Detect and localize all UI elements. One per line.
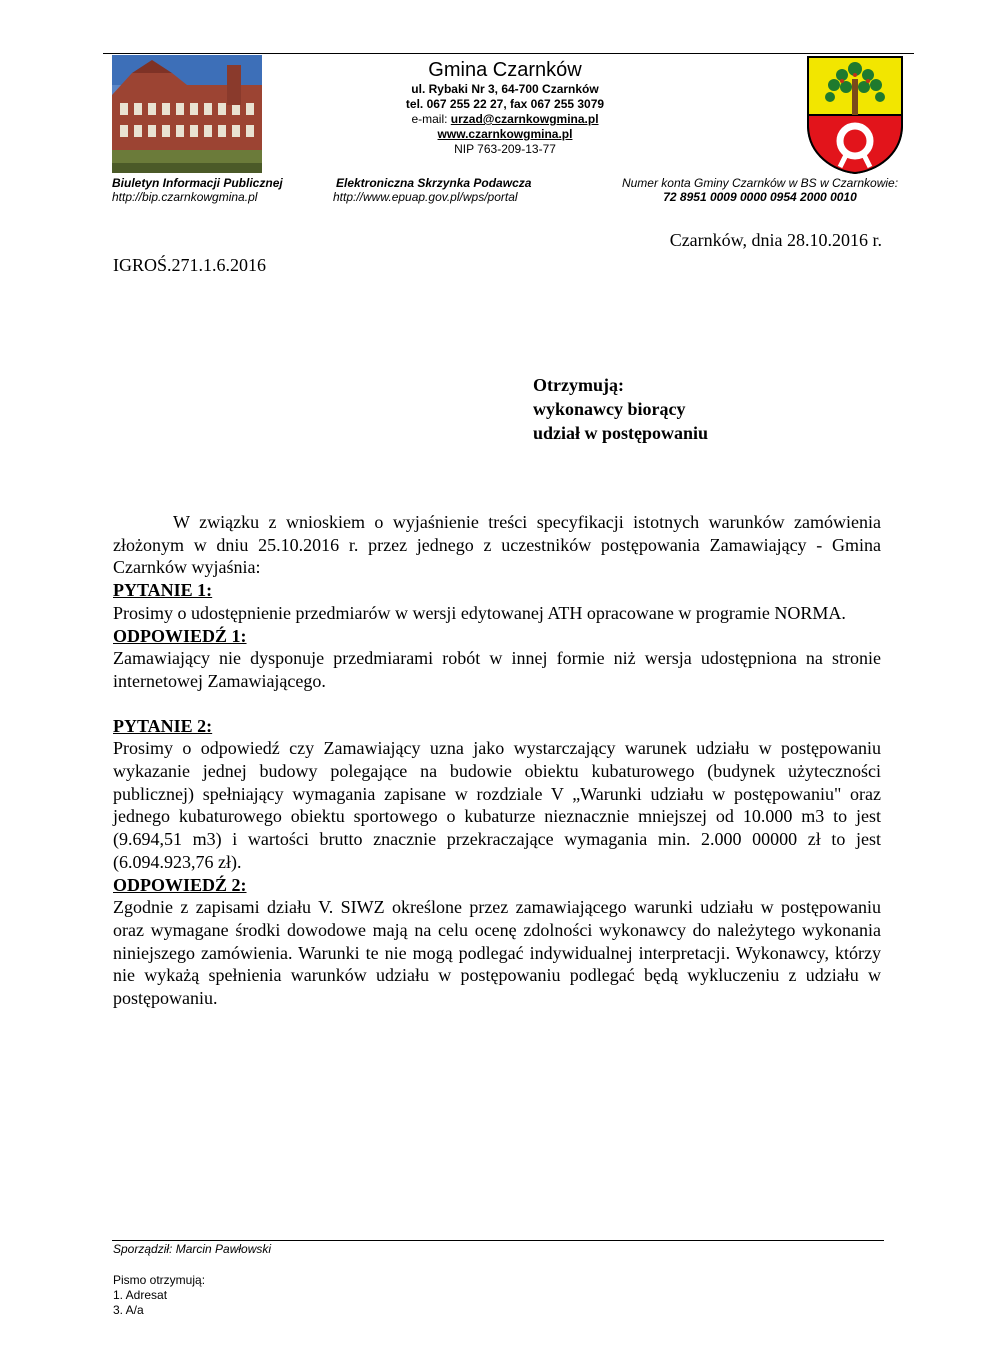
bip-block <box>112 176 283 204</box>
letter-body <box>113 511 881 1010</box>
distribution-block <box>113 1273 205 1318</box>
town-hall-photo <box>112 55 262 173</box>
org-website-line <box>330 127 680 142</box>
org-phone-fax: tel. 067 255 22 27, fax 067 255 3079 <box>405 97 605 111</box>
coat-of-arms-icon <box>806 55 904 175</box>
account-label: Numer konta Gminy Czarnków w BS w Czarnkowie: <box>621 176 899 190</box>
intro-paragraph: W związku z wnioskiem o wyjaśnienie treści specyfikacji istotnych warunków zamówienia złożonym w dniu 25.10.2016 r. przez jednego z uczestników postępowania Zamawiający - Gmina Czarnków wyjaśnia: <box>113 512 881 578</box>
header-rule <box>103 53 914 54</box>
reference-number: IGROŚ.271.1.6.2016 <box>113 255 267 275</box>
email-link[interactable]: urzad@czarnkowgmina.pl <box>450 112 599 126</box>
website-link[interactable]: www.czarnkowgmina.pl <box>437 127 573 141</box>
answer-1-heading: ODPOWIEDŹ 1: <box>113 625 247 646</box>
org-address: ul. Rybaki Nr 3, 64-700 Czarnków <box>411 82 599 96</box>
epuap-block <box>333 176 531 204</box>
recipients-block <box>533 373 708 445</box>
recipients-line: Otrzymują: <box>533 375 624 395</box>
org-email-line <box>330 112 680 127</box>
bip-url[interactable]: http://bip.czarnkowgmina.pl <box>112 190 258 204</box>
place-date: Czarnków, dnia 28.10.2016 r. <box>669 230 882 250</box>
answer-2-text: Zgodnie z zapisami działu V. SIWZ określone przez zamawiającego warunki udziału w postępowaniu oraz wymagane środki dowodowe mają na celu ocenę zdolności wykonawcy do należytego wykonania niniejszego zamówienia. Warunki te nie mogą podlegać indywidualnej interpretacji. Wykonawcy, którzy nie wykażą spełnienia warunków udziału w postępowaniu podlegać będą wykluczeniu z udziału w postępowaniu. <box>113 897 881 1009</box>
recipients-line: udział w postępowaniu <box>533 423 709 443</box>
email-prefix: e-mail: <box>411 112 451 126</box>
footer-rule <box>112 1240 884 1241</box>
distribution-item: 1. Adresat <box>113 1288 168 1302</box>
question-2-heading: PYTANIE 2: <box>113 715 213 736</box>
header-contact <box>330 58 680 157</box>
prepared-by: Sporządził: Marcin Pawłowski <box>113 1242 272 1256</box>
distribution-item: 3. A/a <box>113 1303 144 1317</box>
account-block <box>600 176 920 204</box>
org-name: Gmina Czarnków <box>428 59 582 81</box>
question-1-text: Prosimy o udostępnienie przedmiarów w wersji edytowanej ATH opracowane w programie NORMA. <box>113 602 846 623</box>
org-nip: NIP 763-209-13-77 <box>454 142 556 156</box>
account-number: 72 8951 0009 0000 0954 2000 0010 <box>663 190 857 204</box>
answer-1-text: Zamawiający nie dysponuje przedmiarami robót w innej formie niż wersja udostępniona na stronie internetowej Zamawiającego. <box>113 648 881 691</box>
answer-2-heading: ODPOWIEDŹ 2: <box>113 874 247 895</box>
question-1-heading: PYTANIE 1: <box>113 580 213 601</box>
epuap-url[interactable]: http://www.epuap.gov.pl/wps/portal <box>333 190 518 204</box>
epuap-label: Elektroniczna Skrzynka Podawcza <box>336 176 532 190</box>
bip-label: Biuletyn Informacji Publicznej <box>112 176 283 190</box>
question-2-text: Prosimy o odpowiedź czy Zamawiający uzna jako wystarczający warunek udziału w postępowaniu wykazanie jednej budowy polegające na budowie obiektu kubaturowego (budynek użyteczności publicznej) spełniający wymagania zapisane w rozdziale V „Warunki udziału w postępowaniu" oraz jednego kubaturowego obiektu sportowego o kubaturze nieznacznie mniejszej od 10.000 m3 to jest (9.694,51 m3) i wartości brutto znacznie przekraczające wymagania min. 2.000 00000 zł to jest (6.094.923,76 zł). <box>113 738 881 872</box>
spacer <box>113 693 881 715</box>
distribution-label: Pismo otrzymują: <box>113 1273 206 1287</box>
recipients-line: wykonawcy biorący <box>533 399 686 419</box>
